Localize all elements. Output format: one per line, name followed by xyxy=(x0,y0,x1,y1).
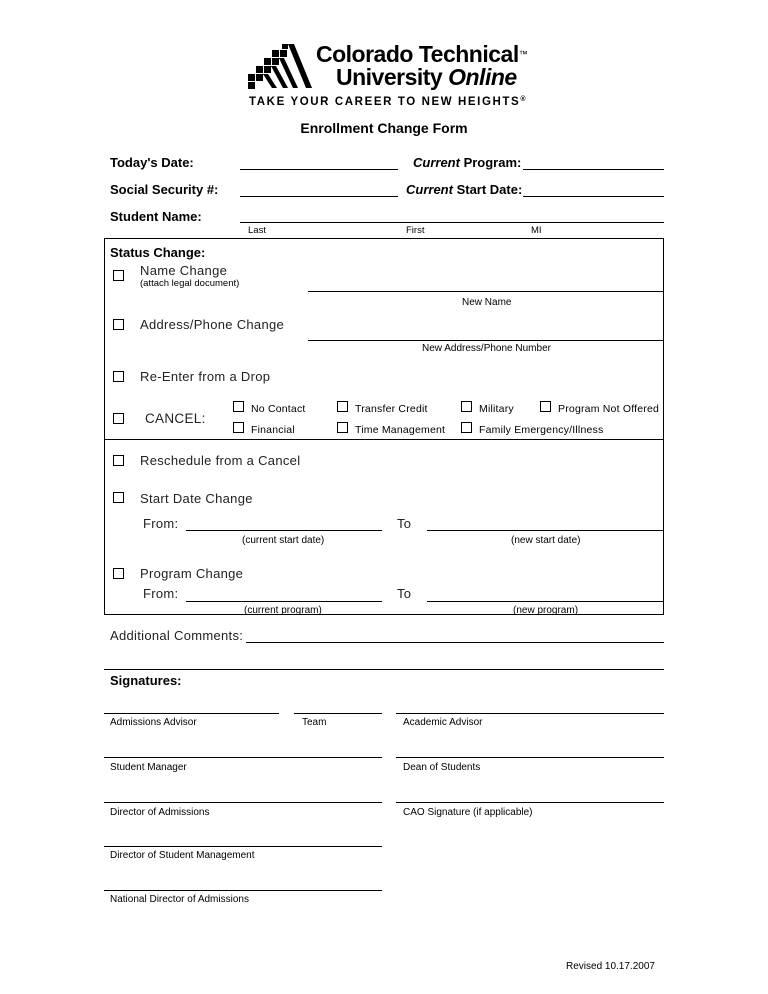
reschedule-checkbox[interactable] xyxy=(113,455,124,466)
director-admissions-caption: Director of Admissions xyxy=(110,807,210,818)
current-start-date-input[interactable] xyxy=(186,530,382,531)
todays-date-field[interactable] xyxy=(240,169,398,170)
start-date-to-label: To xyxy=(397,516,412,531)
name-change-note: (attach legal document) xyxy=(140,278,240,289)
revised-date: Revised 10.17.2007 xyxy=(566,961,655,972)
new-name-caption: New Name xyxy=(462,297,512,308)
program-from-label: From: xyxy=(143,586,179,601)
start-date-from-label: From: xyxy=(143,516,179,531)
ssn-field[interactable] xyxy=(240,196,398,197)
dean-of-students-caption: Dean of Students xyxy=(403,762,481,773)
national-director-sign-line[interactable] xyxy=(104,890,382,891)
cancel-financial-checkbox[interactable] xyxy=(233,422,244,433)
additional-comments-field-2[interactable] xyxy=(104,669,664,670)
admissions-advisor-caption: Admissions Advisor xyxy=(110,717,197,728)
new-name-field[interactable] xyxy=(308,291,664,292)
new-address-field[interactable] xyxy=(308,340,664,341)
student-name-label: Student Name: xyxy=(110,209,202,224)
cao-sign-line[interactable] xyxy=(396,802,664,803)
form-title: Enrollment Change Form xyxy=(300,120,468,136)
ctu-logo-icon xyxy=(248,44,314,90)
cancel-military-checkbox[interactable] xyxy=(461,401,472,412)
current-start-date-caption: (current start date) xyxy=(242,535,325,546)
new-start-date-input[interactable] xyxy=(427,530,664,531)
current-program-caption: (current program) xyxy=(244,605,322,616)
program-change-label: Program Change xyxy=(140,566,244,581)
cancel-financial-label: Financial xyxy=(251,424,295,436)
cancel-checkbox[interactable] xyxy=(113,413,124,424)
team-caption: Team xyxy=(302,717,327,728)
cancel-section-divider xyxy=(104,439,664,440)
student-manager-sign-line[interactable] xyxy=(104,757,382,758)
team-sign-line[interactable] xyxy=(294,713,382,714)
cancel-program-not-offered-label: Program Not Offered xyxy=(558,403,660,415)
logo-name-line2: University Online xyxy=(336,64,517,90)
reschedule-label: Reschedule from a Cancel xyxy=(140,453,301,468)
new-program-input[interactable] xyxy=(427,601,664,602)
cao-signature-caption: CAO Signature (if applicable) xyxy=(403,807,533,818)
cancel-time-management-label: Time Management xyxy=(355,424,446,436)
cancel-family-emergency-checkbox[interactable] xyxy=(461,422,472,433)
current-start-date-field[interactable] xyxy=(523,196,664,197)
admissions-advisor-sign-line[interactable] xyxy=(104,713,279,714)
name-change-label: Name Change xyxy=(140,263,228,278)
name-part-first: First xyxy=(406,225,425,236)
additional-comments-field-1[interactable] xyxy=(246,642,664,643)
start-date-change-checkbox[interactable] xyxy=(113,492,124,503)
cancel-time-management-checkbox[interactable] xyxy=(337,422,348,433)
address-change-checkbox[interactable] xyxy=(113,319,124,330)
cancel-military-label: Military xyxy=(479,403,514,415)
address-change-label: Address/Phone Change xyxy=(140,317,285,332)
director-student-mgmt-sign-line[interactable] xyxy=(104,846,382,847)
ssn-label: Social Security #: xyxy=(110,182,219,197)
dean-of-students-sign-line[interactable] xyxy=(396,757,664,758)
program-change-checkbox[interactable] xyxy=(113,568,124,579)
additional-comments-label: Additional Comments: xyxy=(110,628,244,643)
director-admissions-sign-line[interactable] xyxy=(104,802,382,803)
name-change-checkbox[interactable] xyxy=(113,270,124,281)
cancel-program-not-offered-checkbox[interactable] xyxy=(540,401,551,412)
current-program-field[interactable] xyxy=(523,169,664,170)
program-to-label: To xyxy=(397,586,412,601)
academic-advisor-caption: Academic Advisor xyxy=(403,717,483,728)
current-program-input[interactable] xyxy=(186,601,382,602)
reenter-checkbox[interactable] xyxy=(113,371,124,382)
logo-tagline: TAKE YOUR CAREER TO NEW HEIGHTS® xyxy=(249,96,528,108)
current-start-date-label: Current Start Date: xyxy=(406,182,523,197)
academic-advisor-sign-line[interactable] xyxy=(396,713,664,714)
director-student-mgmt-caption: Director of Student Management xyxy=(110,850,255,861)
cancel-family-emergency-label: Family Emergency/Illness xyxy=(479,424,604,436)
national-director-caption: National Director of Admissions xyxy=(110,894,249,905)
new-address-caption: New Address/Phone Number xyxy=(422,343,551,354)
signatures-heading: Signatures: xyxy=(110,673,182,688)
logo-name-line1: Colorado Technical™ xyxy=(316,41,528,67)
student-name-field[interactable] xyxy=(240,222,664,223)
new-start-date-caption: (new start date) xyxy=(511,535,581,546)
name-part-mi: MI xyxy=(531,225,542,236)
status-change-heading: Status Change: xyxy=(110,245,206,260)
name-part-last: Last xyxy=(248,225,266,236)
current-program-label: Current Program: xyxy=(413,155,522,170)
cancel-transfer-credit-checkbox[interactable] xyxy=(337,401,348,412)
todays-date-label: Today's Date: xyxy=(110,155,194,170)
new-program-caption: (new program) xyxy=(513,605,579,616)
cancel-no-contact-label: No Contact xyxy=(251,403,306,415)
cancel-transfer-credit-label: Transfer Credit xyxy=(355,403,428,415)
cancel-no-contact-checkbox[interactable] xyxy=(233,401,244,412)
start-date-change-label: Start Date Change xyxy=(140,491,253,506)
cancel-label: CANCEL: xyxy=(145,411,206,426)
student-manager-caption: Student Manager xyxy=(110,762,187,773)
reenter-label: Re-Enter from a Drop xyxy=(140,369,271,384)
